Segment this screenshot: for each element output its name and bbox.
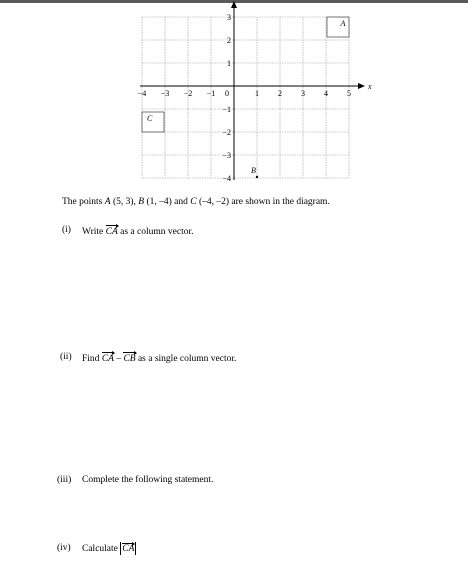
question-3-number: (iii): [57, 475, 72, 485]
x-axis-label: x: [368, 82, 372, 91]
x-tick-label: 2: [278, 89, 282, 98]
origin-label: 0: [225, 89, 229, 98]
question-2-text: Find CA – CB as a single column vector.: [82, 351, 236, 365]
vector-ca: CA: [122, 544, 135, 554]
point-b-label: B: [251, 166, 256, 175]
x-tick-label: −2: [183, 89, 193, 98]
x-tick-label: 1: [255, 89, 259, 98]
x-tick-label: 4: [324, 89, 328, 98]
x-tick-label: −1: [206, 89, 216, 98]
question-1-number: (i): [62, 225, 71, 235]
vector-cb: CB: [123, 354, 136, 364]
vector-ca: CA: [105, 227, 118, 237]
question-4-number: (iv): [57, 543, 71, 553]
vector-ca: CA: [101, 354, 114, 364]
question-1-text: Write CA as a column vector.: [82, 224, 193, 238]
question-3-text: Complete the following statement.: [82, 475, 214, 485]
x-tick-label: 5: [347, 89, 351, 98]
coordinate-grid-diagram: [0, 0, 468, 200]
magnitude-bars: [120, 542, 136, 555]
x-tick-label: −4: [137, 89, 147, 98]
y-tick-label: −4: [222, 174, 231, 183]
point-c-box: [142, 112, 164, 132]
points-statement: The points A (5, 3), B (1, –4) and C (–4, –2) are shown in the diagram.: [62, 197, 330, 207]
question-2-number: (ii): [60, 352, 72, 362]
y-tick-label: 2: [227, 36, 231, 45]
point-a-box: [327, 17, 349, 37]
y-tick-label: −1: [222, 105, 231, 114]
y-axis-arrowhead: [231, 1, 237, 8]
y-tick-label: 3: [227, 13, 231, 22]
x-tick-label: −3: [160, 89, 170, 98]
y-tick-label: −3: [222, 151, 231, 160]
x-tick-label: 3: [301, 89, 305, 98]
y-tick-label: −2: [222, 128, 231, 137]
y-tick-label: 1: [227, 59, 231, 68]
point-b-marker: [256, 176, 258, 178]
question-4-text: Calculate CA: [82, 544, 135, 554]
x-axis-arrowhead: [358, 83, 365, 89]
point-c-label: C: [147, 114, 153, 123]
point-a-label: A: [340, 19, 346, 28]
